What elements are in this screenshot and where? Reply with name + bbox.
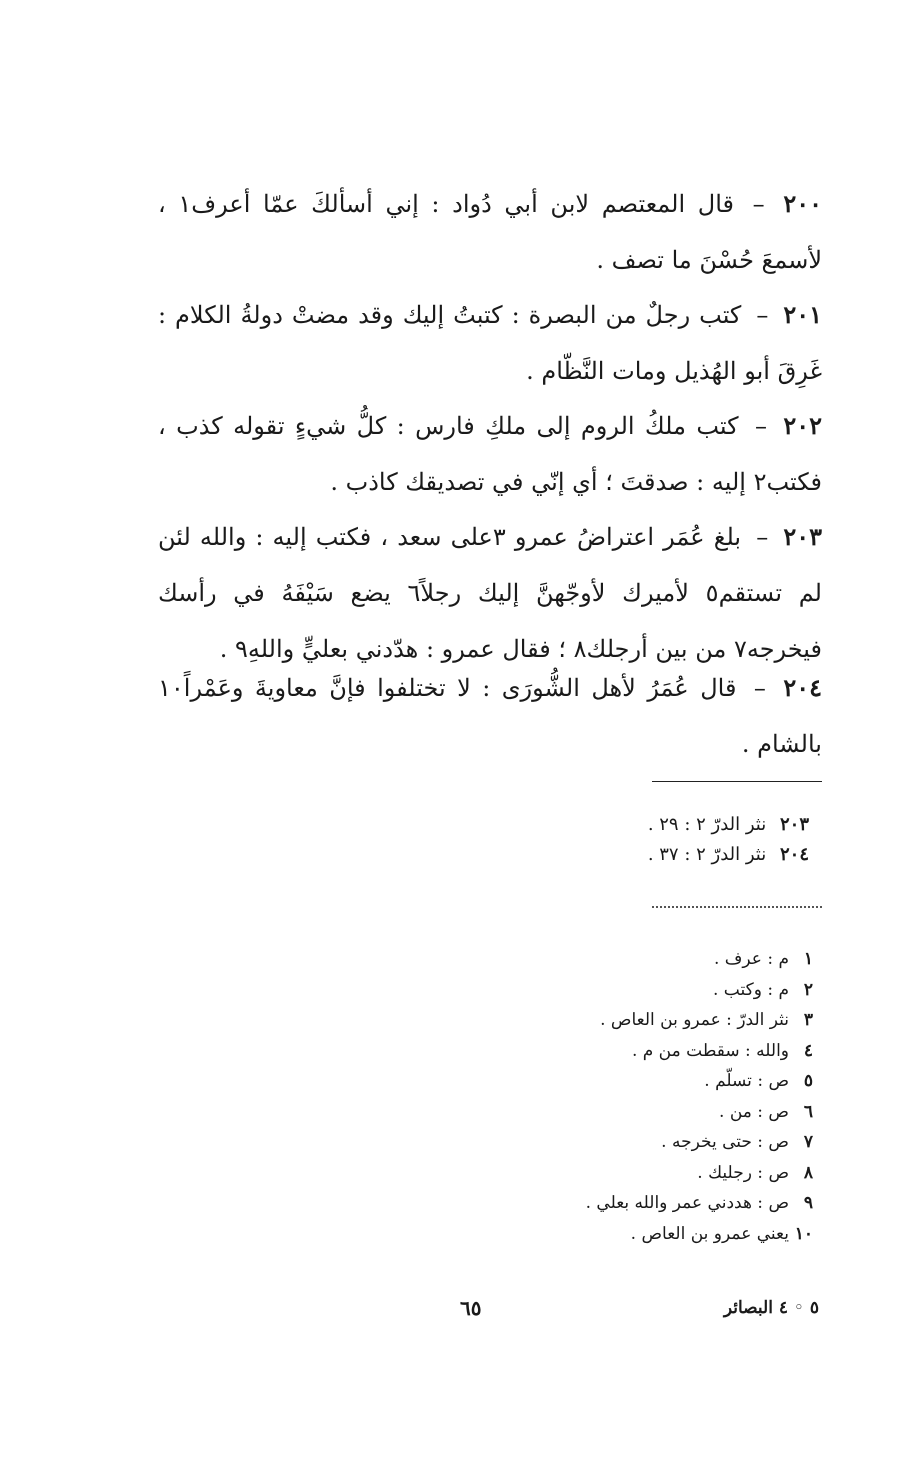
entry-201 xyxy=(158,287,822,399)
footnote-number: ١ xyxy=(803,949,813,969)
entry-202 xyxy=(158,398,822,510)
entry-203 xyxy=(158,509,822,677)
footnote-number: ٤ xyxy=(803,1040,813,1061)
entry-number: ٢٠٢ xyxy=(783,411,822,440)
sources-divider xyxy=(652,781,822,782)
footnote-item xyxy=(413,1188,813,1219)
footnote-text: م : عرف . xyxy=(713,949,789,969)
footnote-item xyxy=(413,1158,813,1189)
source-number: ٢٠٣ xyxy=(779,814,809,835)
footnote-number: ٣ xyxy=(803,1010,813,1030)
entry-number: ٢٠١ xyxy=(783,300,823,329)
footnote-text: ص : هددني عمر والله بعلي . xyxy=(585,1193,789,1213)
entry-text: قال عُمَرُ لأهل الشُّورَى : لا تختلفوا فإنَّ معاويةَ وعَمْراً١٠ بالشام . xyxy=(158,674,822,758)
entry-200 xyxy=(158,176,822,288)
footnote-number: ٧ xyxy=(803,1132,813,1152)
footnote-text: ص : رجليك . xyxy=(697,1162,789,1183)
source-item xyxy=(409,810,809,840)
footnote-text: م : وكتب . xyxy=(713,979,789,1000)
footnote-item xyxy=(413,1036,813,1067)
footnote-number: ٩ xyxy=(803,1193,813,1213)
footnote-item xyxy=(413,1097,813,1128)
sources-list xyxy=(409,810,809,870)
footnote-text: نثر الدرّ : عمرو بن العاص . xyxy=(600,1010,789,1030)
footnote-text: ص : من . xyxy=(719,1101,789,1122)
footnote-text: ص : تسلّم . xyxy=(704,1071,789,1091)
footnote-item xyxy=(413,1066,813,1097)
footnote-item xyxy=(413,944,813,975)
footnote-number: ٢ xyxy=(803,979,813,1000)
entry-number: ٢٠٣ xyxy=(783,522,822,551)
entry-text: كتب رجلٌ من البصرة : كتبتُ إليك وقد مضتْ دولةُ الكلام : غَرِقَ أبو الهُذيل ومات النَّظّام . xyxy=(158,301,822,385)
source-text: نثر الدرّ ٢ : ٣٧ . xyxy=(647,844,767,865)
entry-text: بلغ عُمَر اعتراضُ عمرو ٣على سعد ، فكتب إليه : والله لئن لم تستقم٥ لأميرك لأوجّهنَّ إليك رجلاً٦ يضع سَيْفَهُ في رأسك فيخرجه٧ من بين أرجلك٨ ؛ فقال عمرو : هدّدني بعليٍّ واللهِ٩ . xyxy=(158,523,822,663)
footnotes-list xyxy=(413,944,813,1249)
footnote-number: ٥ xyxy=(803,1071,813,1091)
entry-text: قال المعتصم لابن أبي دُواد : إني أسألكَ عمّا أعرف١ ، لأسمعَ حُسْنَ ما تصف . xyxy=(158,190,822,274)
footnote-text: والله : سقطت من م . xyxy=(631,1040,789,1061)
footnote-item xyxy=(413,1219,813,1250)
notes-divider xyxy=(652,906,822,908)
entry-number: ٢٠٤ xyxy=(783,673,822,702)
entry-dash: – xyxy=(756,301,769,329)
entry-dash: – xyxy=(753,674,766,702)
footnote-text: ص : حتى يخرجه . xyxy=(661,1132,789,1152)
entry-number: ٢٠٠ xyxy=(783,189,822,218)
entry-dash: – xyxy=(756,523,769,551)
footnote-item xyxy=(413,1127,813,1158)
printer-signature: ٥ ◦ ٤ البصائر xyxy=(723,1298,819,1318)
entry-dash: – xyxy=(754,412,767,440)
page-number: ٦٥ xyxy=(460,1296,482,1320)
source-number: ٢٠٤ xyxy=(779,844,809,865)
footnote-number: ٦ xyxy=(803,1101,813,1122)
entry-text: كتب ملكُ الروم إلى ملكِ فارس : كلُّ شيءٍ تقوله كذب ، فكتب٢ إليه : صدقتَ ؛ أي إنّي في تصديقك كاذب . xyxy=(158,412,822,496)
footnote-number: ١٠ xyxy=(794,1223,813,1244)
footnote-number: ٨ xyxy=(803,1162,813,1183)
footnote-item xyxy=(413,1005,813,1036)
entry-204 xyxy=(158,660,822,772)
entry-dash: – xyxy=(752,190,765,218)
source-text: نثر الدرّ ٢ : ٢٩ . xyxy=(647,814,767,835)
footnote-item xyxy=(413,975,813,1006)
source-item xyxy=(409,840,809,870)
footnote-text: يعني عمرو بن العاص . xyxy=(630,1223,789,1244)
